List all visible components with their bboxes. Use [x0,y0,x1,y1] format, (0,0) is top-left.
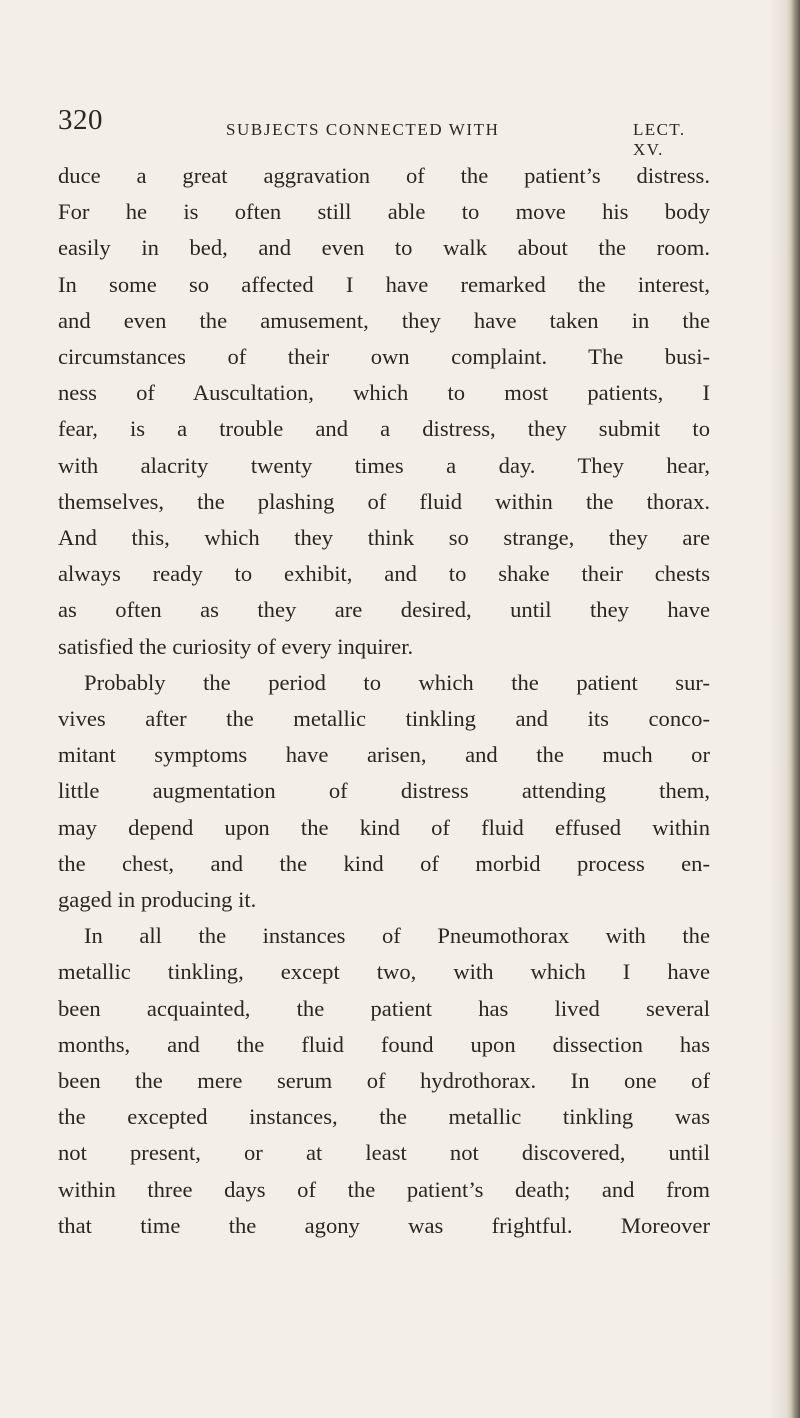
text-line: the excepted instances, the metallic tinkling was [58,1104,710,1130]
text-line: And this, which they think so strange, they are [58,525,710,551]
running-head [58,104,718,159]
page-number: 320 [58,104,103,136]
text-line: themselves, the plashing of fluid within the thorax. [58,488,710,514]
text-line: gaged in producing it. [58,887,257,913]
text-line: For he is often still able to move his body [58,199,710,225]
text-line: been acquainted, the patient has lived several [58,995,710,1021]
text-line: that time the agony was frightful. Moreover [58,1212,710,1238]
text-line: and even the amusement, they have taken in the [58,307,710,333]
text-line: In some so affected I have remarked the interest, [58,271,710,297]
text-line: always ready to exhibit, and to shake their chests [58,561,710,587]
text-line: been the mere serum of hydrothorax. In one of [58,1068,710,1094]
text-line: months, and the fluid found upon dissection has [58,1031,710,1057]
text-line: with alacrity twenty times a day. They hear, [58,452,710,478]
page-gutter-shadow [768,0,786,1418]
text-line: mitant symptoms have arisen, and the much or [58,742,710,768]
text-line: within three days of the patient’s death; and from [58,1176,710,1202]
lecture-label: LECT. XV. [633,120,686,159]
text-line: not present, or at least not discovered, until [58,1140,710,1166]
text-line: metallic tinkling, except two, with which I have [58,959,710,985]
text-line: satisfied the curiosity of every inquirer. [58,633,414,659]
text-line: duce a great aggravation of the patient’s distress. [58,163,710,188]
running-title: SUBJECTS CONNECTED WITH [226,120,500,139]
text-line: the chest, and the kind of morbid process en- [58,850,710,876]
text-line: little augmentation of distress attending them, [58,778,710,804]
body-text [58,158,710,1244]
text-line: may depend upon the kind of fluid effused within [58,814,710,840]
text-line: vives after the metallic tinkling and its conco- [58,706,710,732]
text-line: circumstances of their own complaint. The busi- [58,344,710,370]
text-line: Probably the period to which the patient sur- [84,669,710,695]
text-line: ness of Auscultation, which to most patients, I [58,380,710,406]
text-line: easily in bed, and even to walk about the room. [58,235,710,261]
text-line: fear, is a trouble and a distress, they submit to [58,416,710,442]
text-line: In all the instances of Pneumothorax with the [84,923,710,949]
page-edge [786,0,800,1418]
text-line: as often as they are desired, until they have [58,597,710,623]
